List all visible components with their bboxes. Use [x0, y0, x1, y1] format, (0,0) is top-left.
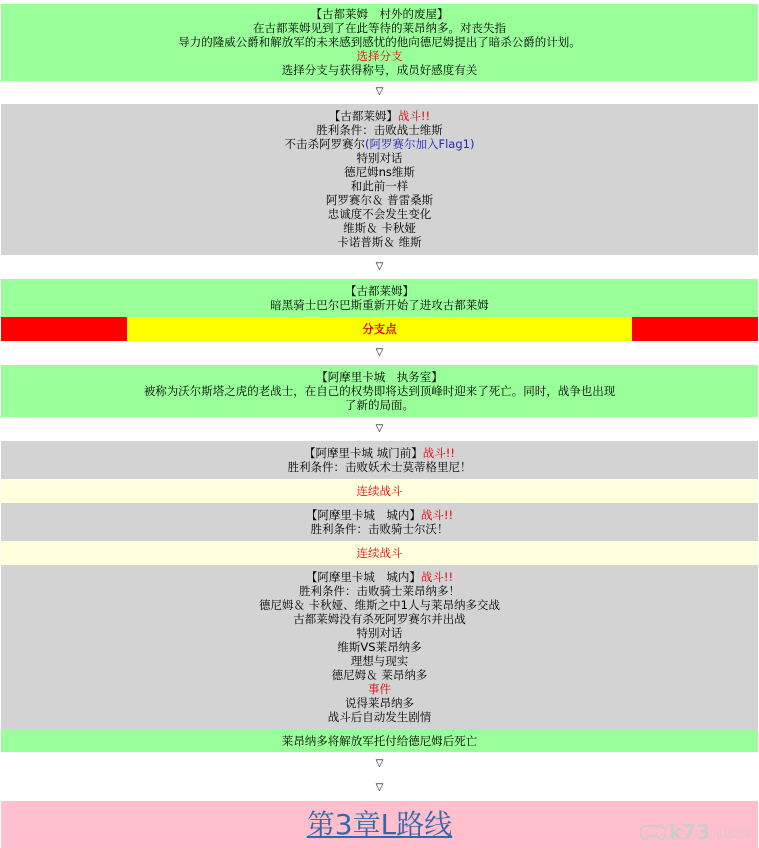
choice-note: 选择分支与获得称号，成员好感度有关 [281, 63, 478, 77]
flow-arrow: ▽ [1, 342, 758, 364]
story-line: 在古都莱姆见到了在此等待的莱昂纳多。对丧失指 [253, 21, 506, 35]
story-line: 卡诺普斯＆ 维斯 [337, 235, 422, 249]
win-condition: 胜利条件：击败战士维斯 [316, 123, 443, 137]
gamepad-icon [640, 823, 666, 841]
story-line: 和此前一样 [350, 179, 409, 193]
battle-marker: 战斗!! [422, 446, 455, 460]
battle-block-castle-inner-final [1, 565, 758, 730]
story-line: 古都莱姆没有杀死阿罗赛尔并出战 [293, 612, 466, 626]
flag-note: (阿罗赛尔加入Flag1) [365, 137, 475, 151]
location-title: 【阿摩里卡城 城内】战斗!! [305, 570, 454, 584]
story-line: 德尼姆ns维斯 [344, 165, 415, 179]
story-line: 说得莱昂纳多 [345, 696, 414, 710]
continuous-battle-label: 连续战斗 [1, 541, 758, 565]
no-kill-condition: 不击杀阿罗赛尔(阿罗赛尔加入Flag1) [284, 137, 475, 151]
watermark-text: k73 [668, 820, 710, 844]
location-title: 【古都莱姆 村外的废屋】 [310, 7, 449, 21]
branch-bar-right [632, 317, 758, 341]
battle-marker: 战斗!! [397, 109, 431, 123]
story-line: 维斯VS莱昂纳多 [337, 640, 422, 654]
branch-point-bar [1, 317, 758, 341]
watermark [640, 820, 753, 844]
location-title: 【阿摩里卡城 城内】战斗!! [305, 508, 454, 522]
story-line: 维斯＆ 卡秋娅 [343, 221, 416, 235]
choice-label: 选择分支 [356, 49, 403, 63]
battle-block-castle-gate [1, 441, 758, 479]
flow-arrow: ▽ [1, 777, 758, 799]
story-line: 被称为沃尔斯塔之虎的老战士，在自己的权势即将达到顶峰时迎来了死亡。同时，战争也出现 [143, 384, 616, 398]
scene-block-leonardo-death: 莱昂纳多将解放军托付给德尼姆后死亡 [1, 730, 758, 752]
chapter-3-l-route-link[interactable]: 第3章L路线 [1, 801, 758, 848]
location-title: 【古都莱姆】 [345, 284, 414, 298]
win-condition: 胜利条件：击败骑士莱昂纳多！ [299, 584, 460, 598]
win-condition: 胜利条件：击败妖术士莫蒂格里尼！ [287, 460, 472, 474]
story-line: 忠诚度不会发生变化 [327, 207, 432, 221]
flow-arrow: ▽ [1, 256, 758, 278]
story-line: 导力的隆威公爵和解放军的未来感到感忧的他向德尼姆提出了暗杀公爵的计划。 [178, 35, 581, 49]
scene-block-office [1, 365, 758, 417]
story-line: 德尼姆＆ 莱昂纳多 [331, 668, 428, 682]
win-condition: 胜利条件：击败骑士尔沃！ [310, 522, 449, 536]
flow-arrow: ▽ [1, 753, 758, 775]
story-line: 暗黑骑士巴尔巴斯重新开始了进攻古都莱姆 [270, 298, 489, 312]
story-line: 了新的局面。 [345, 398, 414, 412]
location-title: 【古都莱姆】战斗!! [328, 109, 431, 123]
flow-arrow: ▽ [1, 418, 758, 440]
flow-arrow: ▽ [1, 81, 758, 103]
story-line: 特别对话 [356, 151, 403, 165]
scene-block-dark-knight [1, 279, 758, 317]
location-title: 【阿摩里卡城 城门前】战斗!! [304, 446, 455, 460]
story-line: 战斗后自动发生剧情 [327, 710, 432, 724]
location-title: 【阿摩里卡城 执务室】 [316, 370, 443, 384]
continuous-battle-label: 连续战斗 [1, 479, 758, 503]
watermark-subtext: 电玩之家 [713, 828, 753, 840]
branch-bar-left [1, 317, 127, 341]
battle-block-old-capital [1, 104, 758, 255]
story-line: 阿罗赛尔＆ 普雷桑斯 [325, 193, 434, 207]
battle-marker: 战斗!! [420, 570, 454, 584]
branch-point-label: 分支点 [127, 317, 632, 341]
story-line: 德尼姆＆ 卡秋娅、维斯之中1人与莱昂纳多交战 [259, 598, 500, 612]
battle-marker: 战斗!! [420, 508, 454, 522]
scene-block-ruined-house [1, 4, 758, 81]
story-line: 理想与现实 [350, 654, 409, 668]
story-line: 特别对话 [356, 626, 403, 640]
battle-block-castle-inner [1, 503, 758, 541]
event-label: 事件 [368, 682, 391, 696]
